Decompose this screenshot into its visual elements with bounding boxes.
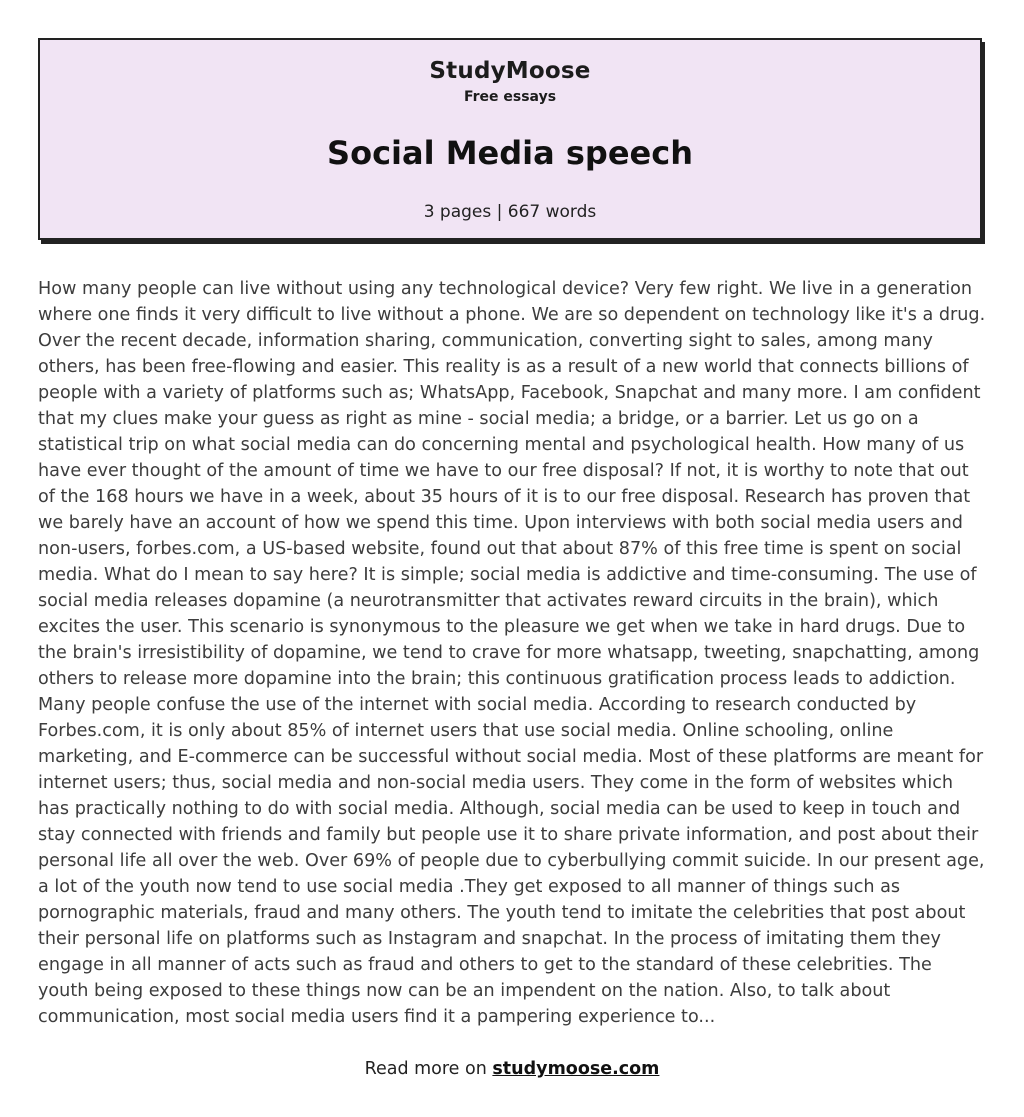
brand-logo[interactable]: StudyMoose: [429, 58, 591, 84]
essay-meta: 3 pages | 667 words: [423, 202, 597, 222]
brand-tagline: Free essays: [463, 89, 557, 105]
read-more-link[interactable]: studymoose.com: [492, 1059, 660, 1079]
essay-body: How many people can live without using any technological device? Very few right. We live in a generation where one finds it very difficult to live without a phone. We are so dependent on technology like it's a drug. Over the recent decade, information sharing, communication, converting sight to sales, among many others, has been free-flowing and easier. This reality is as a result of a new world that connects billions of people with a variety of platforms such as; WhatsApp, Facebook, Snapchat and many more. I am confident that my clues make your guess as right as mine - social media; a bridge, or a barrier. Let us go on a statistical trip on what social media can do concerning mental and psychological health. How many of us have ever thought of the amount of time we have to our free disposal? If not, it is worthy to note that out of the 168 hours we have in a week, about 35 hours of it is to our free disposal. Research has proven that we barely have an account of how we spend this time. Upon interviews with both social media users and non-users, forbes.com, a US-based website, found out that about 87% of this free time is spent on social media. What do I mean to say here? It is simple; social media is addictive and time-consuming. The use of social media releases dopamine (a neurotransmitter that activates reward circuits in the brain), which excites the user. This scenario is synonymous to the pleasure we get when we take in hard drugs. Due to the brain's irresistibility of dopamine, we tend to crave for more whatsapp, tweeting, snapchatting, among others to release more dopamine into the brain; this continuous gratification process leads to addiction. Many people confuse the use of the internet with social media. According to research conducted by Forbes.com, it is only about 85% of internet users that use social media. Online schooling, online marketing, and E-commerce can be successful without social media. Most of these platforms are meant for internet users; thus, social media and non-social media users. They come in the form of websites which has practically nothing to do with social media. Although, social media can be used to keep in touch and stay connected with friends and family but people use it to share private information, and post about their personal life all over the web. Over 69% of people due to cyberbullying commit suicide. In our present age, a lot of the youth now tend to use social media .They get exposed to all manner of things such as pornographic materials, fraud and many others. The youth tend to imitate the celebrities that post about their personal life on platforms such as Instagram and snapchat. In the process of imitating them they engage in all manner of acts such as fraud and others to get to the standard of these celebrities. The youth being exposed to these things now can be an impendent on the nation. Also, to talk about communication, most social media users find it a pampering experience to...: [38, 279, 986, 1027]
read-more: [0, 1059, 1024, 1079]
essay-title: Social Media speech: [327, 134, 693, 172]
header-card: [38, 38, 982, 240]
read-more-prefix: Read more on: [364, 1059, 487, 1079]
